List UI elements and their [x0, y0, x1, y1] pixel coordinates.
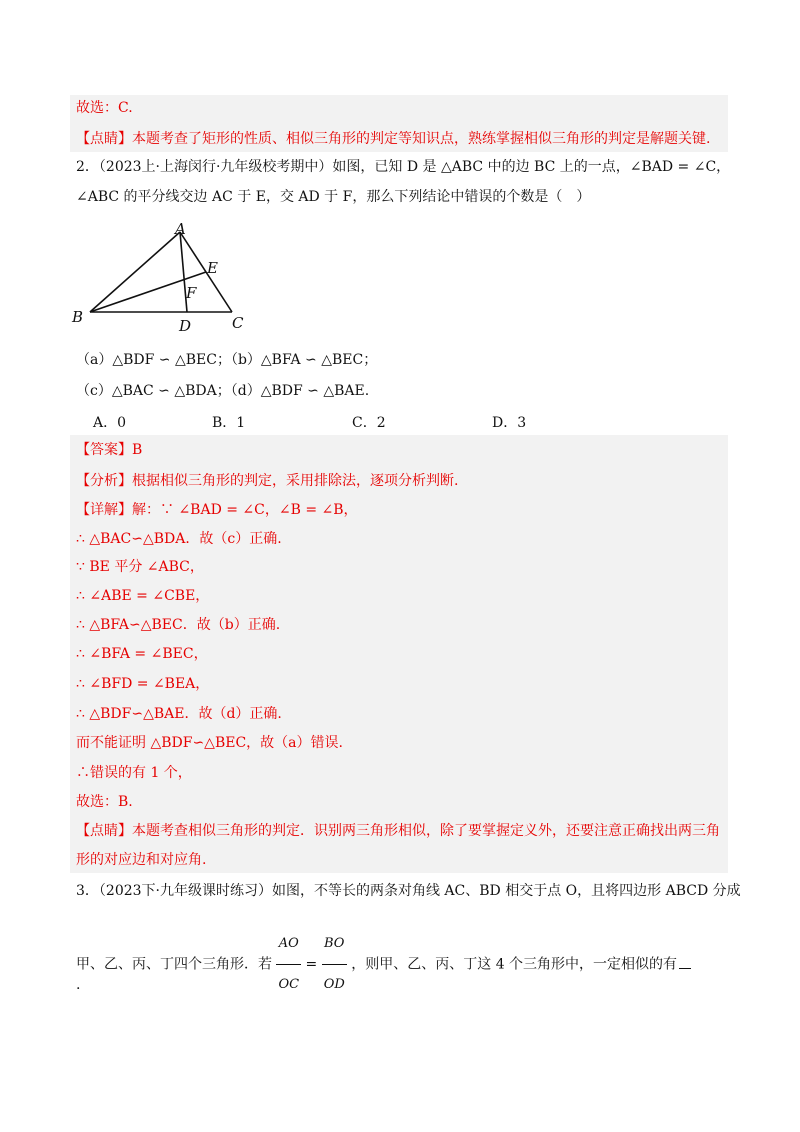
q2-triangle-figure — [66, 218, 256, 338]
q3-answer-blank — [679, 954, 691, 969]
q2-detail-line-4: ∴ △BFA∽△BEC．故（b）正确. — [76, 617, 281, 633]
q2-items-line2: （c）△BAC ∽ △BDA；（d）△BDF ∽ △BAE. — [76, 383, 370, 399]
previous-comment-line — [76, 129, 710, 149]
q3-stem-end: . — [76, 977, 81, 993]
q2-option-c: C．2 — [352, 415, 386, 431]
q2-comment-line2: 形的对应边和对应角. — [76, 852, 207, 868]
q2-detail-tag: 【详解】 — [76, 502, 132, 518]
q3-stem-line2 — [76, 924, 691, 1005]
label-f: F — [186, 284, 197, 302]
q3-fraction-bo-od — [322, 924, 347, 1005]
q3-frac2-numerator: BO — [322, 924, 347, 965]
q2-detail-line-8: 而不能证明 △BDF∽△BEC，故（a）错误. — [76, 735, 343, 751]
label-d: D — [179, 317, 192, 335]
label-e: E — [207, 259, 218, 277]
label-b: B — [72, 308, 84, 326]
q2-answer-value: B — [132, 442, 143, 458]
q2-detail-line-10: 故选：B. — [76, 794, 133, 810]
q2-stem-line2: ∠ABC 的平分线交边 AC 于 E，交 AD 于 F，那么下列结论中错误的个数是（ ） — [76, 189, 591, 205]
previous-comment-tag: 【点睛】 — [76, 131, 132, 147]
q2-detail-line-0 — [76, 500, 358, 520]
q2-comment-line1 — [76, 821, 720, 841]
label-a: A — [175, 220, 186, 238]
q3-equals: = — [305, 956, 318, 973]
q2-answer-line — [76, 440, 142, 460]
q2-detail-line-5: ∴ ∠BFA = ∠BEC， — [76, 646, 208, 662]
q2-analysis-text: 根据相似三角形的判定，采用排除法，逐项分析判断. — [132, 473, 459, 489]
q2-items-line1: （a）△BDF ∽ △BEC；（b）△BFA ∽ △BEC； — [76, 352, 378, 368]
q2-detail-line-7: ∴ △BDF∽△BAE．故（d）正确. — [76, 706, 282, 722]
q2-detail-text-0: 解：∵ ∠BAD = ∠C，∠B = ∠B， — [132, 502, 358, 518]
q2-detail-line-1: ∴ △BAC∽△BDA．故（c）正确. — [76, 531, 282, 547]
q3-frac2-denominator: OD — [323, 977, 345, 992]
q2-detail-line-2: ∵ BE 平分 ∠ABC， — [76, 559, 204, 575]
previous-comment-text: 本题考查了矩形的性质、相似三角形的判定等知识点，熟练掌握相似三角形的判定是解题关键. — [132, 131, 711, 147]
q3-frac1-denominator: OC — [278, 977, 300, 992]
q2-answer-tag: 【答案】 — [76, 442, 132, 458]
q2-detail-line-6: ∴ ∠BFD = ∠BEA， — [76, 676, 210, 692]
q2-comment-tag: 【点睛】 — [76, 823, 132, 839]
q2-detail-line-9: ∴错误的有 1 个， — [76, 765, 192, 781]
previous-choose-text: 故选：C. — [76, 100, 133, 116]
q2-analysis-tag: 【分析】 — [76, 473, 132, 489]
side-ab — [90, 232, 180, 312]
label-c: C — [232, 314, 244, 332]
q2-detail-line-3: ∴ ∠ABE = ∠CBE， — [76, 588, 210, 604]
q3-fraction-ao-oc — [276, 924, 301, 1005]
q2-option-a: A．0 — [93, 415, 127, 431]
q2-comment-text1: 本题考查相似三角形的判定．识别两三角形相似，除了要掌握定义外，还要注意正确找出两三角 — [132, 823, 720, 839]
q3-stem-pre: 甲、乙、丙、丁四个三角形．若 — [76, 956, 272, 973]
q3-stem-line1: 3．（2023下·九年级课时练习）如图，不等长的两条对角线 AC、BD 相交于点 O，且将四边形 ABCD 分成 — [76, 883, 741, 899]
q2-stem-line1: 2．（2023上·上海闵行·九年级校考期中）如图，已知 D 是 △ABC 中的边 BC 上的一点，∠BAD = ∠C， — [76, 159, 731, 175]
previous-choose-line — [76, 98, 133, 118]
q2-option-b: B．1 — [212, 415, 246, 431]
q2-analysis-line — [76, 471, 458, 491]
q2-option-d: D．3 — [492, 415, 527, 431]
q3-frac1-numerator: AO — [276, 924, 301, 965]
q3-stem-post: ，则甲、乙、丙、丁这 4 个三角形中，一定相似的有 — [351, 956, 678, 973]
